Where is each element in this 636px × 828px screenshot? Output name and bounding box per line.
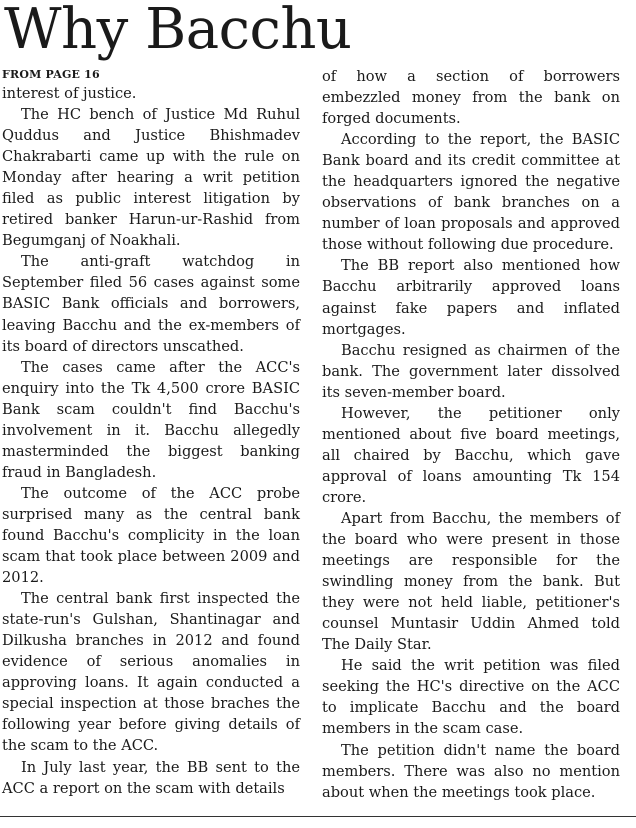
paragraph: Apart from Bacchu, the members of the board who were present in those meetings are responsible for the swindling money from the bank. But they were not held liable, petitioner's counsel Muntasir Uddin Ahmed told The Daily Star. (322, 509, 620, 654)
paragraph: The HC bench of Justice Md Ruhul Quddus and Justice Bhishmadev Chakrabarti came up with the rule on Monday after hearing a writ petition filed as public interest litigation by retired banker Harun-ur-Rashid from Begumganj of Noakhali. (2, 106, 300, 250)
paragraph: In July last year, the BB sent to the ACC a report on the scam with details (2, 758, 300, 797)
headline: Why Bacchu (4, 0, 352, 62)
paragraph: The cases came after the ACC's enquiry into the Tk 4,500 crore BASIC Bank scam couldn't find Bacchu's involvement in it. Bacchu allegedly masterminded the biggest banking fraud in Bangladesh. (2, 358, 300, 481)
paragraph: According to the report, the BASIC Bank board and its credit committee at the headquarters ignored the negative observations of bank branches on a number of loan proposals and approved those without following due procedure. (322, 131, 620, 254)
jump-label: FROM PAGE 16 (2, 68, 100, 81)
article-column-left (2, 66, 300, 799)
paragraph: The outcome of the ACC probe surprised many as the central bank found Bacchu's complicity in the loan scam that took place between 2009 and 2012. (2, 484, 300, 587)
paragraph: He said the writ petition was filed seeking the HC's directive on the ACC to implicate Bacchu and the board members in the scam case. (322, 657, 620, 738)
paragraph: interest of justice. (2, 85, 137, 102)
paragraph: of how a section of borrowers embezzled money from the bank on forged documents. (322, 68, 620, 128)
paragraph: Bacchu resigned as chairmen of the bank. The government later dissolved its seven-member board. (322, 341, 620, 401)
article-column-right (322, 66, 620, 803)
paragraph: The petition didn't name the board members. There was also no mention about when the meetings took place. (322, 741, 620, 801)
paragraph: The anti-graft watchdog in September filed 56 cases against some BASIC Bank officials and borrowers, leaving Bacchu and the ex-members of its board of directors unscathed. (2, 253, 300, 355)
paragraph: The central bank first inspected the state-run's Gulshan, Shantinagar and Dilkusha branches in 2012 and found evidence of serious anomalies in approving loans. It again conducted a special inspection at those braches the following year before giving details of the scam to the ACC. (2, 590, 300, 755)
paragraph: However, the petitioner only mentioned about five board meetings, all chaired by Bacchu, which gave approval of loans amounting Tk 154 crore. (322, 404, 620, 506)
paragraph: The BB report also mentioned how Bacchu arbitrarily approved loans against fake papers and inflated mortgages. (322, 257, 620, 338)
bottom-rule (0, 816, 636, 817)
